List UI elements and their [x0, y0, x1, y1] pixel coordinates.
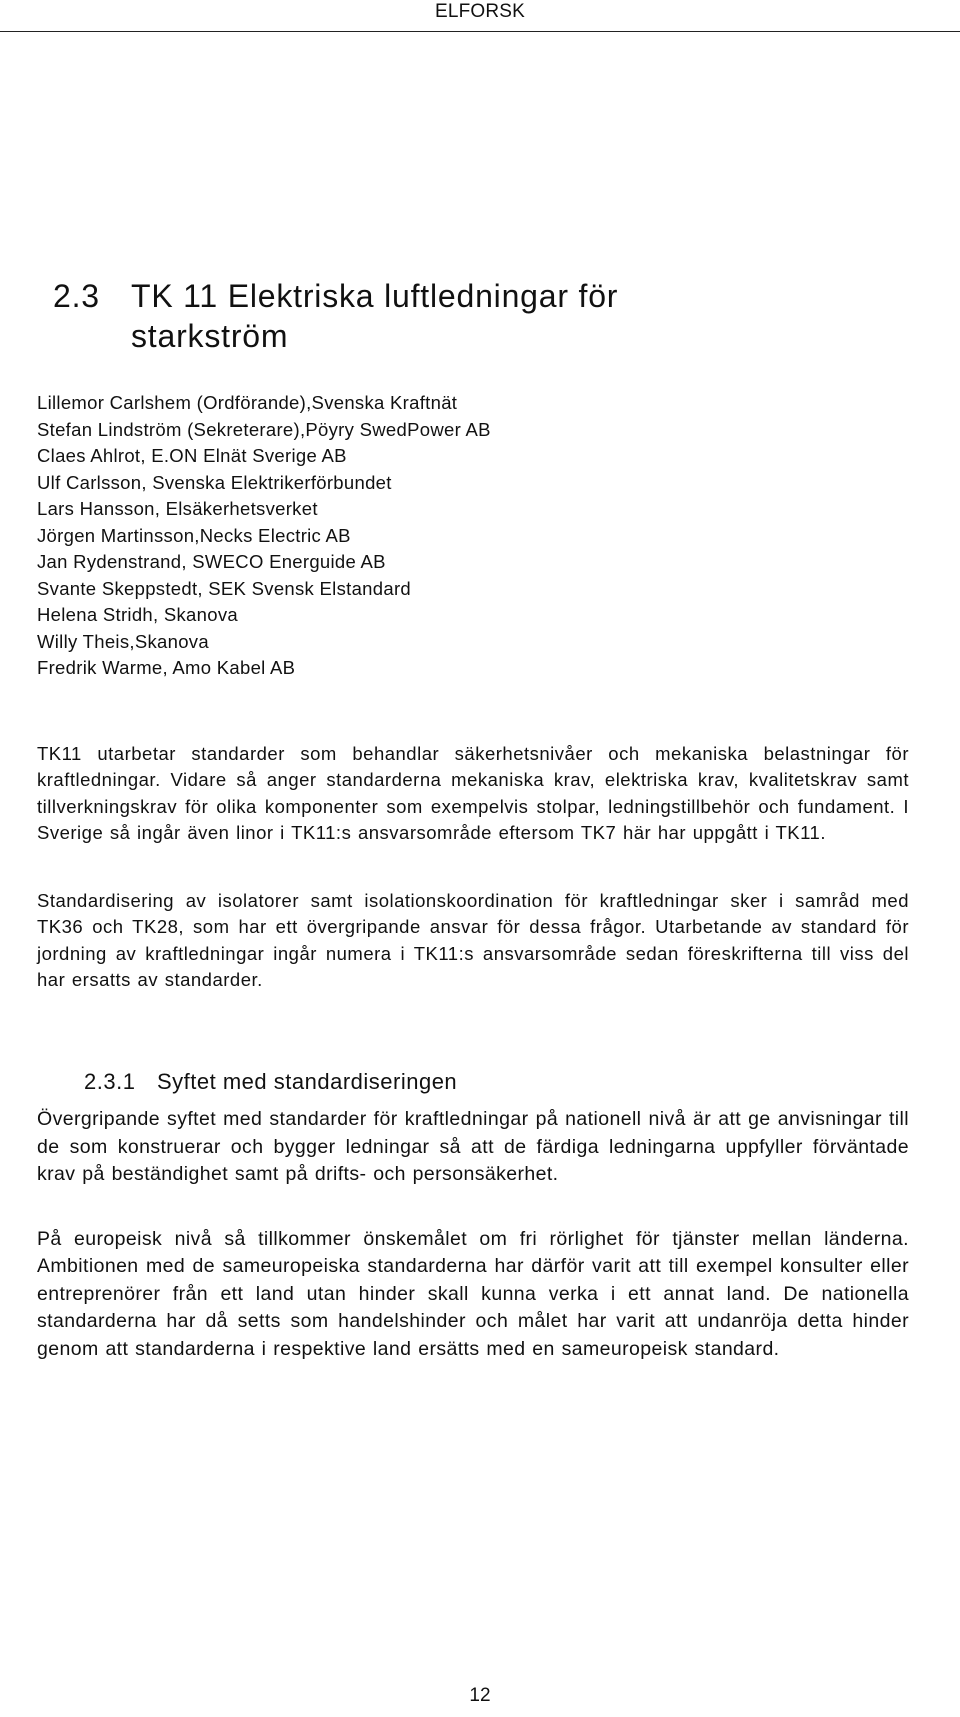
list-item: Stefan Lindström (Sekreterare),Pöyry SwedPower AB	[37, 418, 491, 440]
section-number: 2.3	[53, 278, 100, 314]
list-item: Svante Skeppstedt, SEK Svensk Elstandard	[37, 577, 411, 599]
list-item: Claes Ahlrot, E.ON Elnät Sverige AB	[37, 445, 347, 466]
list-item: Fredrik Warme, Amo Kabel AB	[37, 657, 296, 678]
list-item: Jan Rydenstrand, SWECO Energuide AB	[37, 551, 386, 572]
section-heading-line1	[53, 276, 753, 316]
section-heading	[53, 276, 753, 356]
list-item: Helena Stridh, Skanova	[37, 604, 238, 625]
subsection-title: Syftet med standardiseringen	[157, 1069, 458, 1094]
section-title-line2: starkström	[131, 318, 289, 354]
subsection-heading	[84, 1068, 457, 1096]
list-item: Willy Theis,Skanova	[37, 630, 209, 652]
page-number: 12	[469, 1685, 491, 1706]
paragraph-european-level: På europeisk nivå så tillkommer önskemålet om fri rörlighet för tjänster mellan länderna. Ambitionen med de sameuropeiska standarderna har därför varit att till exempel konsulter eller entreprenörer från ett land utan hinder skall kunna verka i ett annat land. De nationella standarderna har då setts som handelshinder och målet har varit att undanröja detta hinder genom att standarderna i respektive land ersätts med en sameuropeisk standard.	[37, 1228, 909, 1360]
running-header: ELFORSK	[434, 1, 526, 22]
list-item: Lars Hansson, Elsäkerhetsverket	[37, 498, 318, 519]
paragraph-scope: TK11 utarbetar standarder som behandlar säkerhetsnivåer och mekaniska belastningar för kraftledningar. Vidare så anger standarderna mekaniska krav, elektriska krav, kvalitetskrav samt tillverkningskrav för olika komponenter som exempelvis stolpar, ledningstillbehör och fundament. I Sverige så ingår även linor i TK11:s ansvarsområde eftersom TK7 här har uppgått i TK11.	[37, 743, 909, 844]
list-item: Lillemor Carlshem (Ordförande),Svenska Kraftnät	[37, 392, 458, 413]
paragraph-purpose: Övergripande syftet med standarder för kraftledningar på nationell nivå är att ge anvisningar till de som konstruerar och bygger ledningar så att de färdiga ledningarna uppfyller förväntade krav på beständighet samt på drifts- och personsäkerhet.	[37, 1108, 909, 1186]
section-title-line1: TK 11 Elektriska luftledningar för	[131, 278, 619, 314]
list-item: Jörgen Martinsson,Necks Electric AB	[37, 524, 351, 546]
paragraph-insulators: Standardisering av isolatorer samt isolationskoordination för kraftledningar sker i samråd med TK36 och TK28, som har ett övergripande ansvar för dessa frågor. Utarbetande av standard för jordning av kraftledningar ingår numera i TK11:s ansvarsområde sedan föreskrifterna till viss del har ersatts av standarder.	[37, 890, 909, 991]
committee-member-list	[37, 390, 491, 682]
list-item: Ulf Carlsson, Svenska Elektrikerförbundet	[37, 471, 392, 493]
subsection-number: 2.3.1	[84, 1069, 136, 1094]
